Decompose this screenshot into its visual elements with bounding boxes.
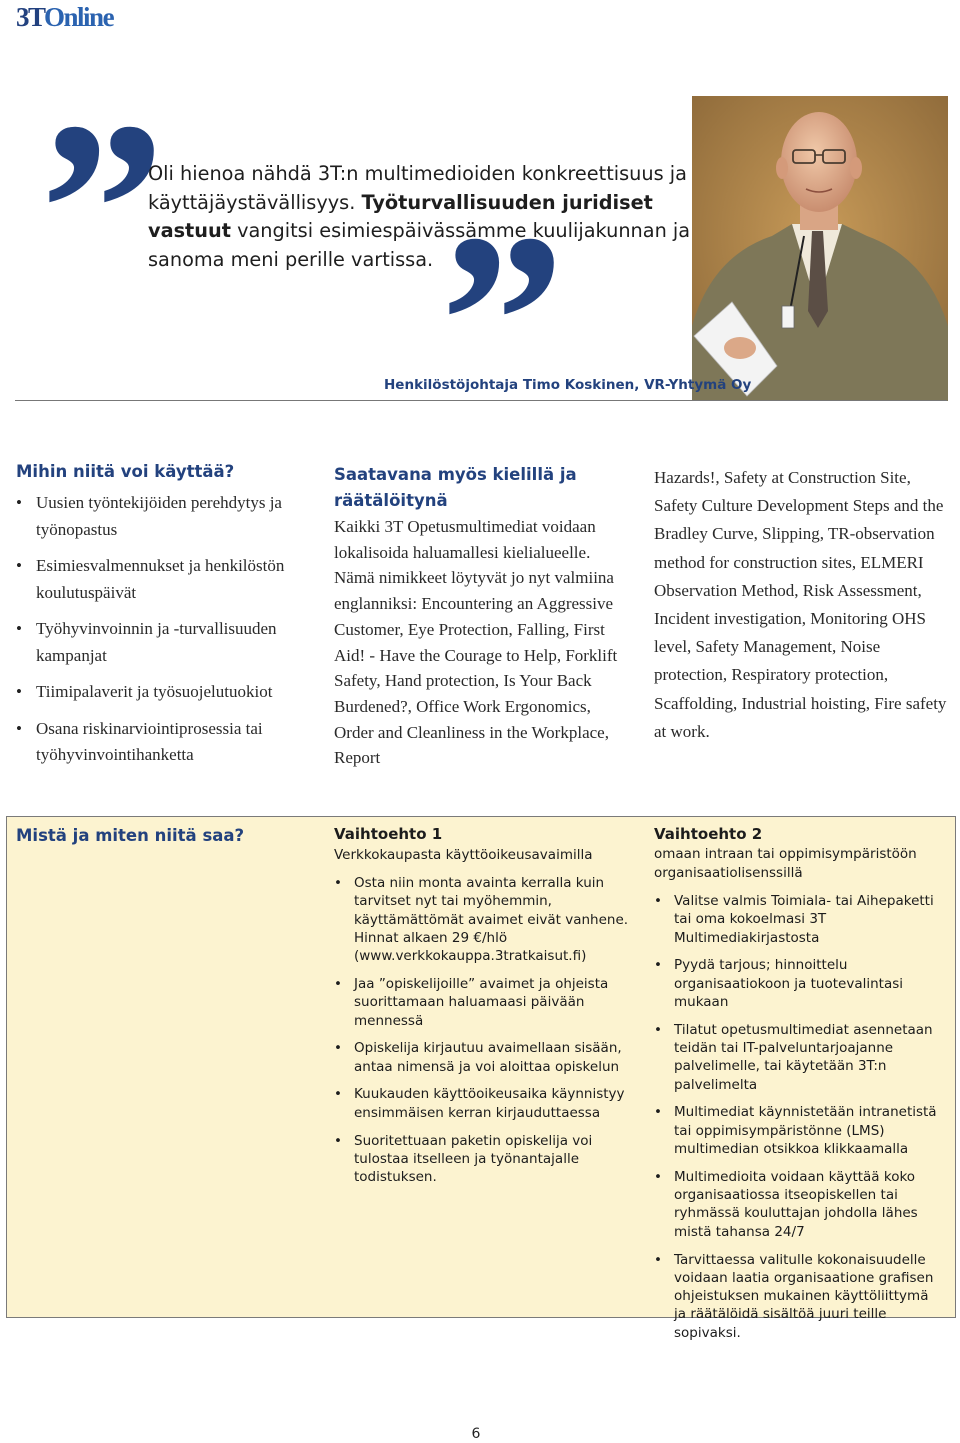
list-item: • Esimiesvalmennukset ja henkilöstön koulutuspäivät <box>16 553 316 606</box>
option2-list <box>654 892 944 1352</box>
opening-quote-icon <box>40 110 165 230</box>
list-item: • Multimediat käynnistetään intranetistä tai oppimisympäristönne (LMS) multimedian otsikkoa klikkaamalla <box>654 1103 944 1158</box>
logo-part-online: Online <box>44 2 114 32</box>
option2-title: Vaihtoehto 2 <box>654 825 763 843</box>
quote-text-part2: vangitsi esimiespäivässämme kuulijakunnan ja sanoma meni perille vartissa. <box>148 219 691 271</box>
option1-list <box>334 874 634 1196</box>
list-item: • Työhyvinvoinnin ja -turvallisuuden kampanjat <box>16 616 316 669</box>
person-photo-icon <box>692 96 948 401</box>
testimonial-quote <box>148 160 708 274</box>
option1-title: Vaihtoehto 1 <box>334 825 443 843</box>
list-item: • Valitse valmis Toimiala- tai Aihepaketti tai oma kokoelmasi 3T Multimediakirjastosta <box>654 892 944 947</box>
list-item: • Tilatut opetusmultimediat asennetaan teidän tai IT-palveluntarjoajanne palvelimelle, tai käytetään 3T:n palvelimelta <box>654 1021 944 1094</box>
list-item: • Tiimipalaverit ja työsuojelutuokiot <box>16 679 316 706</box>
logo-3tonline <box>16 2 113 33</box>
divider-line <box>15 400 947 401</box>
quote-text-part1: Oli hienoa nähdä 3T:n multimedioiden konkreettisuus ja käyttäjäystävällisyys. <box>148 162 687 214</box>
list-item: • Uusien työntekijöiden perehdytys ja työnopastus <box>16 490 316 543</box>
list-item: • Pyydä tarjous; hinnoittelu organisaatiokoon ja tuotevalintasi mukaan <box>654 956 944 1011</box>
box-heading: Mistä ja miten niitä saa? <box>16 826 245 845</box>
list-item: • Opiskelija kirjautuu avaimellaan sisään, antaa nimensä ja voi aloittaa opiskelun <box>334 1039 634 1076</box>
option1-subtitle: Verkkokaupasta käyttöoikeusavaimilla <box>334 847 593 863</box>
languages-body: Kaikki 3T Opetusmultimediat voidaan lokalisoida haluamallesi kielialueelle. Nämä nimikkeet löytyvät jo nyt valmiina englanniksi: Encountering an Aggressive Customer, Eye Protection, Falling, First Aid! - Have the Courage to Help, Forklift Safety, Hand protection, Is Your Back Burdened?, Office Work Ergonomics, Order and Cleanliness in the Workplace, Report <box>334 517 618 768</box>
quote-text-bold: Työturvallisuuden juridiset vastuut <box>148 190 653 242</box>
list-item: • Kuukauden käyttöoikeusaika käynnistyy ensimmäisen kerran kirjauduttaessa <box>334 1085 634 1122</box>
logo-part-3t: 3T <box>16 2 45 32</box>
page-number: 6 <box>471 1426 481 1442</box>
list-item: • Osta niin monta avainta kerralla kuin tarvitset nyt tai myöhemmin, käyttämättömät avaimet eivät vanhene. Hinnat alkaen 29 €/hlö (www.verkkokauppa.3tratkaisut.fi) <box>334 874 634 965</box>
list-item: • Osana riskinarviointiprosessia tai työhyvinvointihanketta <box>16 716 316 769</box>
quote-attribution: Henkilöstöjohtaja Timo Koskinen, VR-Yhtymä Oy <box>384 377 752 393</box>
section-heading-usage: Mihin niitä voi käyttää? <box>16 462 235 481</box>
section-heading-languages: Saatavana myös kielillä ja räätälöitynä <box>334 465 577 510</box>
list-item: • Tarvittaessa valitulle kokonaisuudelle voidaan laatia organisaatione grafisen ohjeistuksen mukainen käyttöliittymä ja räätälöidä sisältöä juuri teille sopivaksi. <box>654 1251 944 1342</box>
list-item: • Jaa ”opiskelijoille” avaimet ja ohjeista suorittamaan haluamaasi päivään mennessä <box>334 975 634 1030</box>
list-item: • Multimedioita voidaan käyttää koko organisaatiossa itseopiskellen tai ryhmässä kouluttajan johdolla lähes mistä tahansa 24/7 <box>654 1168 944 1241</box>
languages-body-continued: Hazards!, Safety at Construction Site, Safety Culture Development Steps and the Bradley Curve, Slipping, TR-observation method for construction sites, ELMERI Observation Method, Risk Assessment, Incident investigation, Monitoring OHS level, Safety Management, Noise protection, Respiratory protection, Scaffolding, Industrial hoisting, Fire safety at work. <box>654 468 947 741</box>
option2-subtitle: omaan intraan tai oppimisympäristöön organisaatiolisenssillä <box>654 846 917 881</box>
list-item: • Suoritettuaan paketin opiskelija voi tulostaa itselleen ja työnantajalle todistuksen. <box>334 1132 634 1187</box>
usage-list <box>16 490 316 779</box>
